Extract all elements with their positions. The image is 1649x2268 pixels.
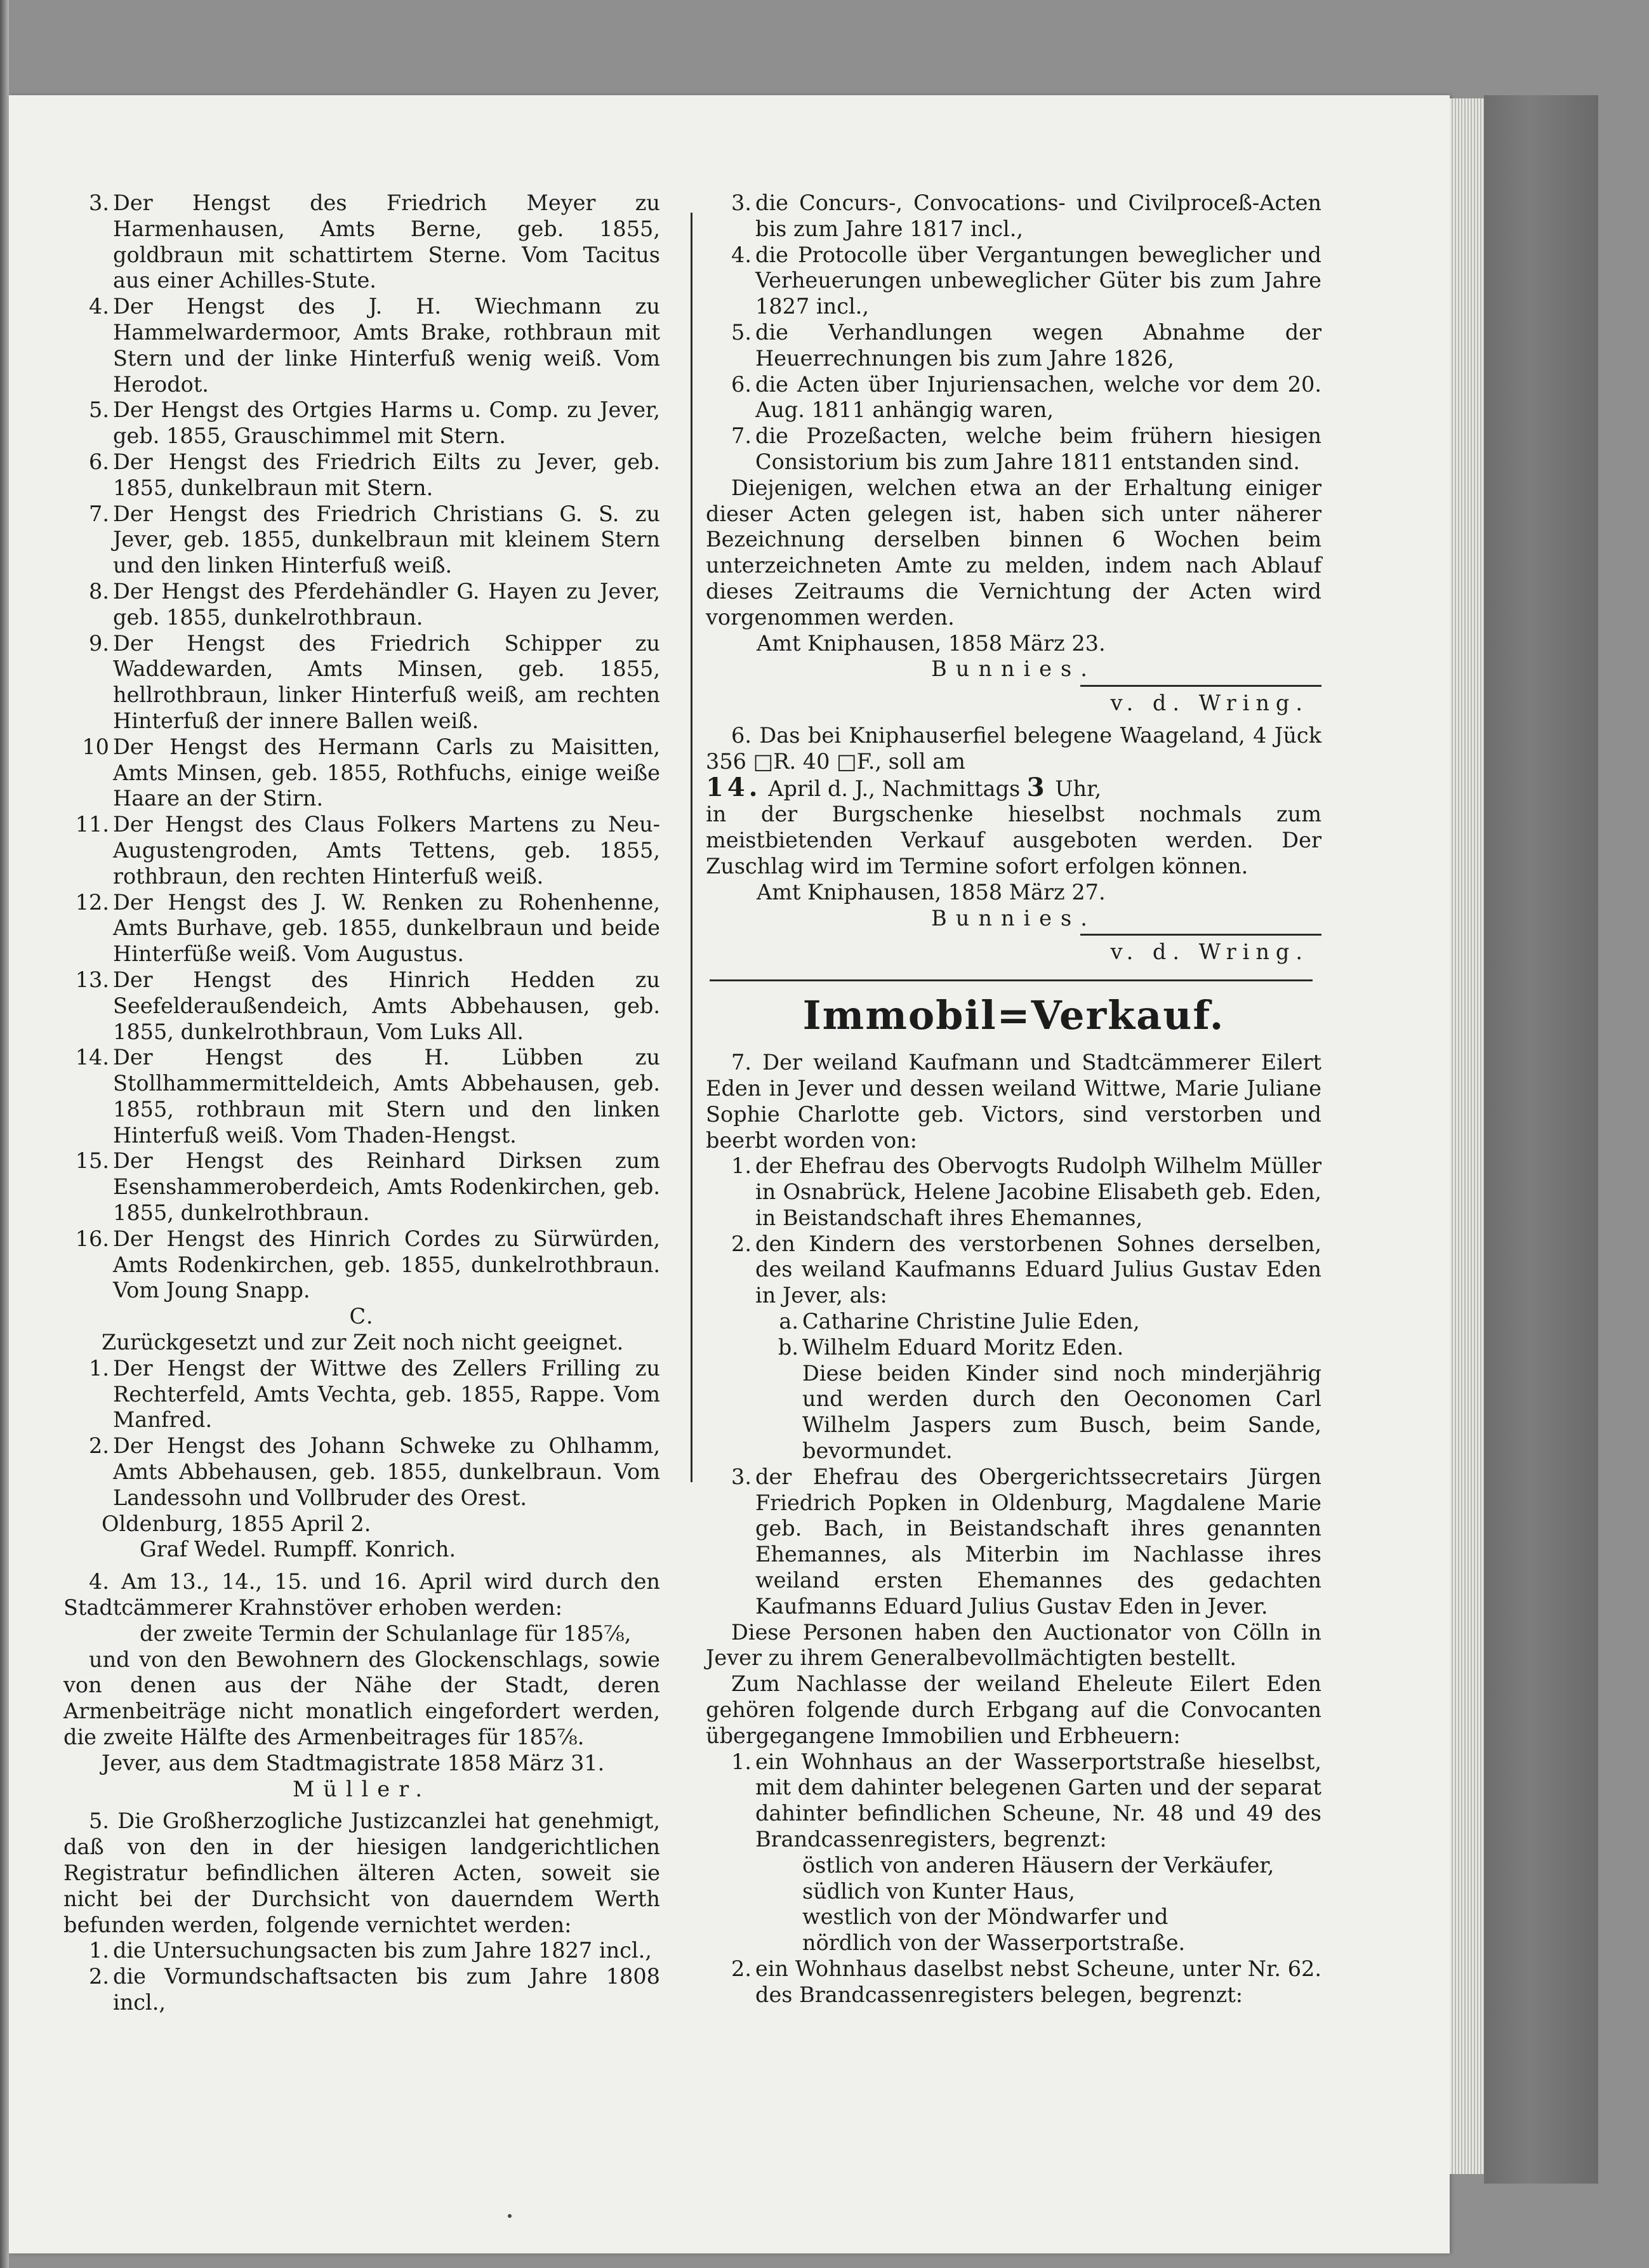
notice-5-text: 5. Die Großherzogliche Justizcanzlei hat genehmigt, daß von den in der hiesigen landgerichtlichen Registratur befindlichen älteren Acten, soweit sie nicht bei der Durchsicht von dauerndem Werth befunden werden, folgende vernichtet werden: (63, 1808, 660, 1937)
item-text: Wilhelm Eduard Moritz Eden. (802, 1334, 1124, 1360)
item-text: der Ehefrau des Obergerichtssecretairs Jürgen Friedrich Popken in Oldenburg, Magdalene Marie geb. Bach, in Beistandschaft ihres genannten Ehemannes, als Miterbin im Nachlasse ihres weiland ersten Ehemannes des gedachten Kaufmanns Eduard Julius Gustav Eden in Jever. (755, 1464, 1321, 1619)
stallion-list-b (63, 190, 660, 1304)
notice-7-heir-3 (706, 1464, 1321, 1620)
stallion-entry (63, 190, 660, 294)
item-text: die Prozeßacten, welche beim frühern hiesigen Consistorium bis zum Jahre 1811 entstanden sind. (755, 423, 1321, 474)
stallion-entry (63, 812, 660, 889)
item-text: den Kindern des verstorbenen Sohnes derselben, des weiland Kaufmanns Eduard Julius Gustav Eden in Jever, als: (755, 1231, 1321, 1308)
item-text: Der Hengst des Friedrich Eilts zu Jever, geb. 1855, dunkelbraun mit Stern. (113, 449, 660, 500)
stallion-entry (63, 1045, 660, 1148)
list-item (706, 372, 1321, 424)
stallion-entry (63, 734, 660, 812)
item-text: die Protocolle über Vergantungen beweglicher und Verheuerungen unbeweglicher Güter bis zum Jahre 1827 incl., (755, 242, 1321, 319)
item-number: 6. (731, 371, 752, 397)
notice-4-date: Jever, aus dem Stadtmagistrate 1858 März 31. (102, 1750, 605, 1775)
item-text: Der Hengst des H. Lübben zu Stollhammermitteldeich, Amts Abbehausen, geb. 1855, rothbraun mit Stern und den linken Hinterfuß weiß. Vom Thaden-Hengst. (113, 1045, 660, 1148)
notice-6-time-rest: Uhr, (1055, 776, 1102, 801)
item-text: Der Hengst des Friedrich Schipper zu Waddewarden, Amts Minsen, geb. 1855, hellrothbraun, linker Hinterfuß weiß, am rechten Hinterfuß der innere Ballen weiß. (113, 630, 660, 733)
notice-6-signer-2: v. d. Wring. (1110, 939, 1309, 965)
child-item (706, 1309, 1321, 1335)
section-heading: Immobil=Verkauf. (802, 992, 1225, 1039)
notice-4-line-2: und von den Bewohnern des Glockenschlags, sowie von denen aus der Nähe der Stadt, deren Armenbeiträge nicht monatlich eingefordert werden, die zweite Hälfte des Armenbeitrages für 185⅞. (63, 1647, 660, 1750)
stallion-entry (63, 967, 660, 1045)
item-text: der Ehefrau des Obervogts Rudolph Wilhelm Müller in Osnabrück, Helene Jacobine Elisabeth geb. Eden, in Beistandschaft ihres Ehemannes, (755, 1153, 1321, 1230)
boundary-line: nördlich von der Wasserportstraße. (802, 1930, 1186, 1956)
notice-7-minors: Diese beiden Kinder sind noch minderjährig und werden durch den Oeconomen Carl Wilhelm Jaspers zum Busch, beim Sande, bevormundet. (802, 1360, 1321, 1464)
item-text: Der Hengst des Ortgies Harms u. Comp. zu Jever, geb. 1855, Grauschimmel mit Stern. (113, 397, 660, 449)
item-text: Der Hengst des J. H. Wiechmann zu Hammelwardermoor, Amts Brake, rothbraun mit Stern und der linke Hinterfuß wenig weiß. Vom Herodot. (113, 294, 660, 397)
signature-rule (1080, 685, 1321, 687)
item-number: 3. (731, 190, 752, 215)
item-number: 8. (89, 578, 109, 604)
left-column (63, 190, 660, 2016)
stallion-entry (63, 397, 660, 449)
item-number: 2. (89, 1964, 109, 1989)
signature-rule (1080, 934, 1321, 936)
item-number: 10 (82, 734, 109, 759)
print-speck (508, 2214, 512, 2218)
item-text: Der Hengst des Johann Schweke zu Ohlhamm, Amts Abbehausen, geb. 1855, dunkelbraun. Vom Landessohn und Vollbruder des Orest. (113, 1433, 660, 1510)
item-number: 5. (89, 397, 109, 423)
notice-6-date-rest: April d. J., Nachmittags (768, 776, 1021, 801)
item-number: 1. (731, 1749, 752, 1774)
notice-6-day: 14. (706, 772, 762, 802)
item-number: 16. (75, 1226, 109, 1251)
item-number: 4. (731, 242, 752, 267)
item-text: die Verhandlungen wegen Abnahme der Heuerrechnungen bis zum Jahre 1826, (755, 319, 1321, 371)
stallion-entry (63, 1433, 660, 1511)
notice-6-date-line (706, 772, 1321, 802)
item-text: Der Hengst des Pferdehändler G. Hayen zu Jever, geb. 1855, dunkelrothbraun. (113, 578, 660, 630)
notice-7-text: 7. Der weiland Kaufmann und Stadtcämmerer Eilert Eden in Jever und dessen weiland Wittwe, Marie Juliane Sophie Charlotte geb. Victors, sind verstorben und beerbt worden von: (706, 1050, 1321, 1153)
item-text: Der Hengst des Hinrich Hedden zu Seefelderaußendeich, Amts Abbehausen, geb. 1855, dunkelrothbraun, Vom Luks All. (113, 967, 660, 1044)
notice-5-signer-2: v. d. Wring. (1110, 691, 1309, 716)
item-number: 11. (75, 812, 109, 837)
notice-6-text-2: in der Burgschenke hieselbst nochmals zum meistbietenden Verkauf ausgeboten werden. Der Zuschlag wird im Termine sofort erfolgen können. (706, 802, 1321, 879)
stallion-entry (63, 449, 660, 501)
item-text: die Untersuchungsacten bis zum Jahre 1827 incl., (113, 1938, 652, 1963)
stallion-entry (63, 501, 660, 579)
heir-item (706, 1153, 1321, 1231)
item-number: 1. (731, 1153, 752, 1179)
column-divider (691, 213, 692, 1482)
stallion-entry (63, 1148, 660, 1226)
item-text: Der Hengst des Hermann Carls zu Maisitten, Amts Minsen, geb. 1855, Rothfuchs, einige weiße Haare an der Stirn. (113, 734, 660, 811)
property-1 (706, 1749, 1321, 1853)
notice-5-signer-1: Bunnies. (931, 656, 1096, 682)
stallion-entry (63, 890, 660, 967)
left-page-edge (0, 0, 9, 2268)
item-number: a. (779, 1309, 798, 1334)
item-number: 13. (75, 967, 109, 992)
book-binding (1484, 95, 1598, 2184)
notice-6-date: Amt Kniphausen, 1858 März 27. (757, 879, 1106, 905)
notice-5-items-continued (706, 190, 1321, 475)
item-number: 7. (89, 501, 109, 526)
section-heading-c: C. (349, 1304, 374, 1329)
item-number: b. (778, 1334, 798, 1360)
item-text: ein Wohnhaus daselbst nebst Scheune, unter Nr. 62. des Brandcassenregisters belegen, begrenzt: (755, 1956, 1321, 2007)
item-text: Der Hengst des Friedrich Meyer zu Harmenhausen, Amts Berne, geb. 1855, goldbraun mit schattirtem Sterne. Vom Tacitus aus einer Achilles-Stute. (113, 190, 660, 293)
item-number: 15. (75, 1148, 109, 1174)
oldenburg-date: Oldenburg, 1855 April 2. (102, 1511, 371, 1536)
notice-7-children (706, 1309, 1321, 1361)
oldenburg-signers: Graf Wedel. Rumpff. Konrich. (140, 1537, 456, 1562)
list-item (63, 1964, 660, 2016)
stallion-entry (63, 631, 660, 734)
item-text: Der Hengst des J. W. Renken zu Rohenhenne, Amts Burhave, geb. 1855, dunkelbraun und beide Hinterfüße weiß. Vom Augustus. (113, 889, 660, 967)
item-number: 4. (89, 294, 109, 319)
notice-5-closing: Diejenigen, welchen etwa an der Erhaltung einiger dieser Acten gelegen ist, haben sich unter näherer Bezeichnung derselben binnen 6 Wochen beim unterzeichneten Amte zu melden, indem nach Ablauf dieses Zeitraums die Vernichtung der Acten wird vorgenommen werden. (706, 475, 1321, 630)
item-number: 2. (731, 1231, 752, 1256)
notice-7-heirs (706, 1153, 1321, 1309)
list-item (706, 320, 1321, 372)
boundary-line: südlich von Kunter Haus, (802, 1878, 1075, 1904)
item-number: 6. (89, 449, 109, 474)
item-number: 14. (75, 1045, 109, 1070)
section-rule (710, 979, 1313, 981)
child-item (706, 1335, 1321, 1361)
heir-item (706, 1231, 1321, 1309)
item-text: Der Hengst des Friedrich Christians G. S. zu Jever, geb. 1855, dunkelbraun mit kleinem Stern und den linken Hinterfuß weiß. (113, 501, 660, 578)
notice-4-signer: Müller. (292, 1776, 432, 1801)
notice-7-estate: Zum Nachlasse der weiland Eheleute Eilert Eden gehören folgende durch Erbgang auf die Convocanten übergegangene Immobilien und Erbheuern: (706, 1671, 1321, 1748)
item-number: 12. (75, 889, 109, 915)
item-text: ein Wohnhaus an der Wasserportstraße hieselbst, mit dem dahinter belegenen Garten und der separat dahinter befindlichen Scheune, Nr. 48 und 49 des Brandcassenregisters, begrenzt: (755, 1749, 1321, 1852)
item-text: Der Hengst der Wittwe des Zellers Frilling zu Rechterfeld, Amts Vechta, geb. 1855, Rappe. Vom Manfred. (113, 1355, 660, 1433)
notice-7-auctioneer: Diese Personen haben den Auctionator von Cölln in Jever zu ihrem Generalbevollmächtigten bestellt. (706, 1619, 1321, 1671)
boundary-line: westlich von der Möndwarfer und (802, 1904, 1169, 1930)
right-column (706, 190, 1321, 2008)
stallion-entry (63, 579, 660, 631)
list-item (706, 423, 1321, 475)
item-number: 7. (731, 423, 752, 449)
item-number: 1. (89, 1938, 109, 1963)
list-item (706, 242, 1321, 320)
stallion-entry (63, 1226, 660, 1304)
item-number: 1. (89, 1355, 109, 1381)
item-text: Der Hengst des Hinrich Cordes zu Sürwürden, Amts Rodenkirchen, geb. 1855, dunkelrothbraun. Vom Joung Snapp. (113, 1226, 660, 1303)
page-stack-edge (1450, 98, 1484, 2174)
notice-6-text: 6. Das bei Kniphauserfiel belegene Waageland, 4 Jück 356 □R. 40 □F., soll am (706, 722, 1321, 774)
item-text: die Concurs-, Convocations- und Civilproceß-Acten bis zum Jahre 1817 incl., (755, 190, 1321, 241)
stallion-list-c (63, 1356, 660, 1511)
item-text: Catharine Christine Julie Eden, (802, 1309, 1140, 1334)
notice-4-line-1: der zweite Termin der Schulanlage für 185⅞, (140, 1621, 632, 1646)
notice-6-hour: 3 (1026, 772, 1049, 802)
item-number: 3. (731, 1464, 752, 1489)
property-1-boundaries (706, 1853, 1321, 1956)
item-text: Der Hengst des Reinhard Dirksen zum Esenshammeroberdeich, Amts Rodenkirchen, geb. 1855, dunkelrothbraun. (113, 1148, 660, 1226)
item-number: 5. (731, 319, 752, 345)
item-number: 9. (89, 630, 109, 656)
list-item (706, 190, 1321, 242)
notice-5-items (63, 1938, 660, 2015)
notice-5-date: Amt Kniphausen, 1858 März 23. (757, 630, 1106, 656)
item-number: 2. (89, 1433, 109, 1459)
boundary-line: östlich von anderen Häusern der Verkäufer, (802, 1852, 1275, 1878)
item-text: Der Hengst des Claus Folkers Martens zu Neu-Augustengroden, Amts Tettens, geb. 1855, rothbraun, den rechten Hinterfuß weiß. (113, 812, 660, 889)
item-number: 3. (89, 190, 109, 215)
item-number: 2. (731, 1956, 752, 1981)
notice-4-text: 4. Am 13., 14., 15. und 16. April wird durch den Stadtcämmerer Krahnstöver erhoben werden: (63, 1569, 660, 1621)
notice-6-signer-1: Bunnies. (931, 905, 1096, 931)
stallion-entry (63, 1356, 660, 1433)
item-text: die Vormundschaftsacten bis zum Jahre 1808 incl., (113, 1964, 660, 2015)
stallion-entry (63, 294, 660, 397)
property-2 (706, 1956, 1321, 2008)
list-item (63, 1938, 660, 1964)
section-c-intro: Zurückgesetzt und zur Zeit noch nicht geeignet. (102, 1330, 624, 1355)
item-text: die Acten über Injuriensachen, welche vor dem 20. Aug. 1811 anhängig waren, (755, 371, 1321, 423)
